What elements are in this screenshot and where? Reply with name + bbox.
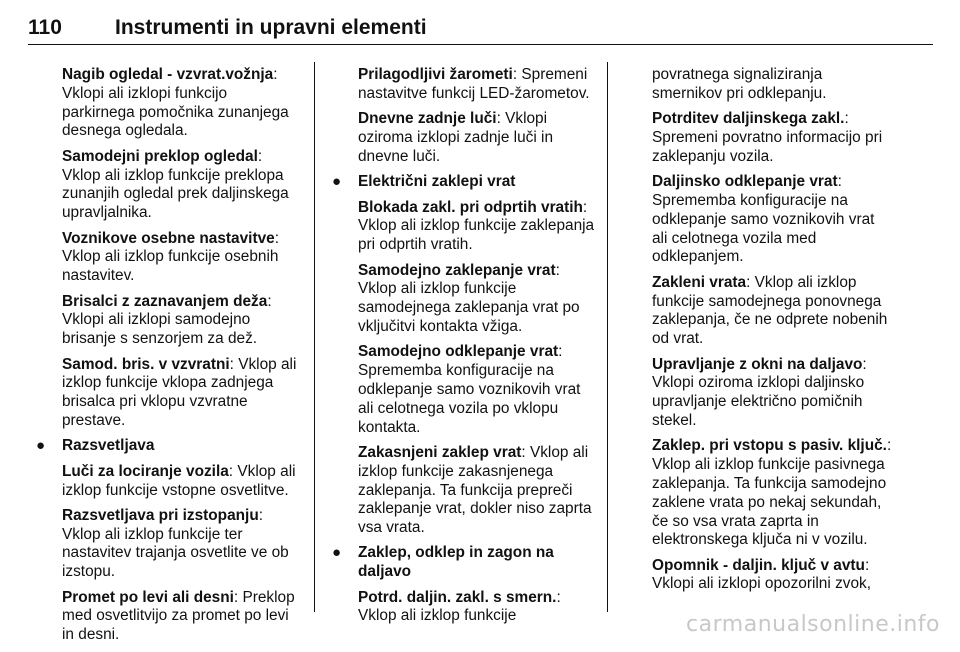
setting-term: Voznikove osebne nastavitve bbox=[62, 229, 275, 247]
setting-separator: : bbox=[521, 443, 526, 461]
setting-term: Brisalci z zaznavanjem deža bbox=[62, 292, 268, 310]
setting-separator: : bbox=[257, 147, 263, 165]
setting-description: Vklop ali izklop funkcije samodejnega ponovnega zaklepanja, če ne odprete nobenih od vrat. bbox=[652, 273, 888, 348]
setting-entry bbox=[652, 437, 892, 550]
setting-entry bbox=[358, 66, 598, 104]
setting-description: Vklop ali izklop funkcije vklopa zadnjega brisalca pri vklopu vzvratne prestave. bbox=[62, 355, 297, 429]
text-column-3 bbox=[652, 66, 892, 601]
text-column-2 bbox=[332, 66, 598, 633]
setting-entry bbox=[652, 274, 892, 349]
setting-separator: : bbox=[837, 173, 842, 191]
setting-description: Vklop ali izklop funkcije zaklepanja pri odprtih vratih. bbox=[358, 217, 595, 254]
bullet-icon: ● bbox=[332, 544, 342, 562]
setting-description: Vklop ali izklop funkcije bbox=[358, 607, 517, 625]
setting-term: Opomnik - daljin. ključ v avtu bbox=[652, 556, 865, 574]
setting-entry bbox=[358, 444, 598, 538]
setting-description: Vklop ali izklop funkcije pasivnega zaklepanja. Ta funkcija samodejno zaklene vrata po nekaj sekundah, če so vsa vrata zaprta in elektronskega ključa ni v vozilu. bbox=[652, 456, 887, 549]
setting-term: Luči za lociranje vozila bbox=[62, 462, 229, 480]
section-heading-text: Razsvetljava bbox=[62, 437, 155, 455]
setting-description: Vklopi ali izklopi opozorilni zvok, bbox=[652, 575, 871, 593]
setting-entry bbox=[358, 110, 598, 166]
setting-entry bbox=[62, 463, 302, 501]
setting-separator: : bbox=[273, 66, 278, 83]
setting-entry bbox=[62, 66, 302, 141]
setting-term: Daljinsko odklepanje vrat bbox=[652, 173, 838, 191]
page-number: 110 bbox=[28, 16, 62, 39]
setting-term: Prilagodljivi žarometi bbox=[358, 66, 513, 83]
section-heading bbox=[332, 173, 598, 192]
setting-separator: : bbox=[229, 355, 234, 373]
setting-description: Vklopi ali izklopi funkcijo parkirnega pomočnika zunanjega desnega ogledala. bbox=[62, 84, 289, 140]
setting-description: Vklop ali izklop funkcije osebnih nastavitev. bbox=[62, 248, 279, 285]
setting-entry bbox=[358, 589, 598, 627]
column-divider-right bbox=[607, 62, 608, 612]
page-header bbox=[28, 10, 933, 45]
setting-separator: : bbox=[582, 198, 588, 216]
setting-entry bbox=[652, 557, 892, 595]
setting-description: Vklop ali izklop funkcije vstopne osvetlitve. bbox=[62, 462, 296, 499]
section-heading-text: Električni zaklepi vrat bbox=[358, 173, 516, 191]
setting-separator: : bbox=[864, 556, 870, 574]
bullet-icon: ● bbox=[332, 173, 342, 191]
setting-entry bbox=[652, 110, 892, 166]
setting-separator: : bbox=[555, 261, 560, 279]
section-heading bbox=[36, 437, 302, 456]
setting-description: Vklop ali izklop funkcije zakasnjenega zaklepanja. Ta funkcija prepreči zaklepanje vrat, dokler niso zaprta vsa vrata. bbox=[358, 443, 592, 537]
watermark-logo: carmanualsonline.info bbox=[686, 612, 940, 637]
setting-separator: : bbox=[512, 66, 518, 83]
setting-term: Razsvetljava pri izstopanju bbox=[62, 506, 259, 524]
setting-entry bbox=[358, 343, 598, 437]
setting-entry bbox=[358, 199, 598, 255]
setting-term: Potrd. daljin. zakl. s smern. bbox=[358, 588, 557, 606]
setting-entry bbox=[62, 356, 302, 431]
setting-description: Vklop ali izklop funkcije samodejnega zaklepanja vrat po vključitvi kontakta vžiga. bbox=[358, 280, 580, 335]
setting-term: Dnevne zadnje luči bbox=[358, 110, 497, 128]
setting-term: Blokada zakl. pri odprtih vratih bbox=[358, 198, 583, 216]
setting-term: Samodejno zaklepanje vrat bbox=[358, 261, 556, 279]
setting-description: Vklopi oziroma izklopi zadnje luči in dnevne luči. bbox=[358, 110, 554, 165]
text-column-1 bbox=[36, 66, 302, 652]
setting-term: Zakleni vrata bbox=[652, 273, 747, 291]
setting-term: Samodejni preklop ogledal bbox=[62, 147, 258, 165]
setting-description: Vklopi ali izklopi samodejno brisanje s senzorjem za dež. bbox=[62, 311, 258, 348]
setting-description: povratnega signaliziranja smernikov pri odklepanju. bbox=[652, 66, 827, 102]
setting-description: Vklop ali izklop funkcije ter nastavitev trajanja osvetlite ve ob izstopu. bbox=[62, 525, 289, 581]
setting-term: Potrditev daljinskega zakl. bbox=[652, 110, 845, 128]
setting-description: Spremeni nastavitve funkcij LED-žarometov. bbox=[358, 66, 590, 102]
setting-term: Zaklep. pri vstopu s pasiv. ključ. bbox=[652, 437, 887, 455]
setting-description: Sprememba konfiguracije na odklepanje samo voznikovih vrat ali celotnega vozila med odklepanjem. bbox=[652, 191, 875, 266]
setting-separator: : bbox=[862, 355, 867, 373]
setting-description: Vklop ali izklop funkcije preklopa zunanjih ogledal prek daljinskega upravljalnika. bbox=[62, 166, 289, 222]
setting-separator: : bbox=[886, 437, 892, 455]
setting-term: Samod. bris. v vzvratni bbox=[62, 355, 230, 373]
setting-term: Zakasnjeni zaklep vrat bbox=[358, 443, 522, 461]
setting-entry bbox=[62, 507, 302, 582]
setting-description: Sprememba konfiguracije na odklepanje samo voznikovih vrat ali celotnega vozila po vklopu kontakta. bbox=[358, 362, 581, 436]
bullet-icon: ● bbox=[36, 437, 46, 455]
setting-separator: : bbox=[233, 588, 239, 606]
setting-separator: : bbox=[274, 229, 279, 247]
setting-description: Vklopi oziroma izklopi daljinsko upravljanje električno pomičnih stekel. bbox=[652, 374, 865, 429]
setting-entry bbox=[62, 148, 302, 223]
setting-term: Promet po levi ali desni bbox=[62, 588, 234, 606]
setting-separator: : bbox=[558, 343, 563, 361]
setting-entry bbox=[652, 173, 892, 267]
section-heading bbox=[332, 544, 598, 582]
setting-entry bbox=[62, 589, 302, 645]
setting-separator: : bbox=[267, 292, 272, 310]
page-title: Instrumenti in upravni elementi bbox=[115, 16, 427, 39]
setting-separator: : bbox=[228, 462, 234, 480]
setting-entry bbox=[62, 230, 302, 286]
setting-separator: : bbox=[258, 506, 264, 524]
setting-term: Nagib ogledal - vzvrat.vožnja bbox=[62, 66, 274, 83]
setting-entry bbox=[358, 262, 598, 337]
setting-term: Upravljanje z okni na daljavo bbox=[652, 355, 863, 373]
setting-separator: : bbox=[844, 110, 849, 128]
setting-term: Samodejno odklepanje vrat bbox=[358, 343, 559, 361]
setting-separator: : bbox=[746, 273, 751, 291]
setting-separator: : bbox=[496, 110, 501, 128]
setting-entry bbox=[62, 293, 302, 349]
setting-entry bbox=[652, 66, 892, 104]
setting-entry bbox=[652, 356, 892, 431]
section-heading-text: Zaklep, odklep in zagon na daljavo bbox=[358, 544, 554, 581]
setting-description: Preklop med osvetlitvijo za promet po levi in desni. bbox=[62, 588, 295, 644]
column-divider-left bbox=[314, 62, 315, 612]
setting-description: Spremeni povratno informacijo pri zaklepanju vozila. bbox=[652, 128, 883, 165]
setting-separator: : bbox=[556, 588, 561, 606]
